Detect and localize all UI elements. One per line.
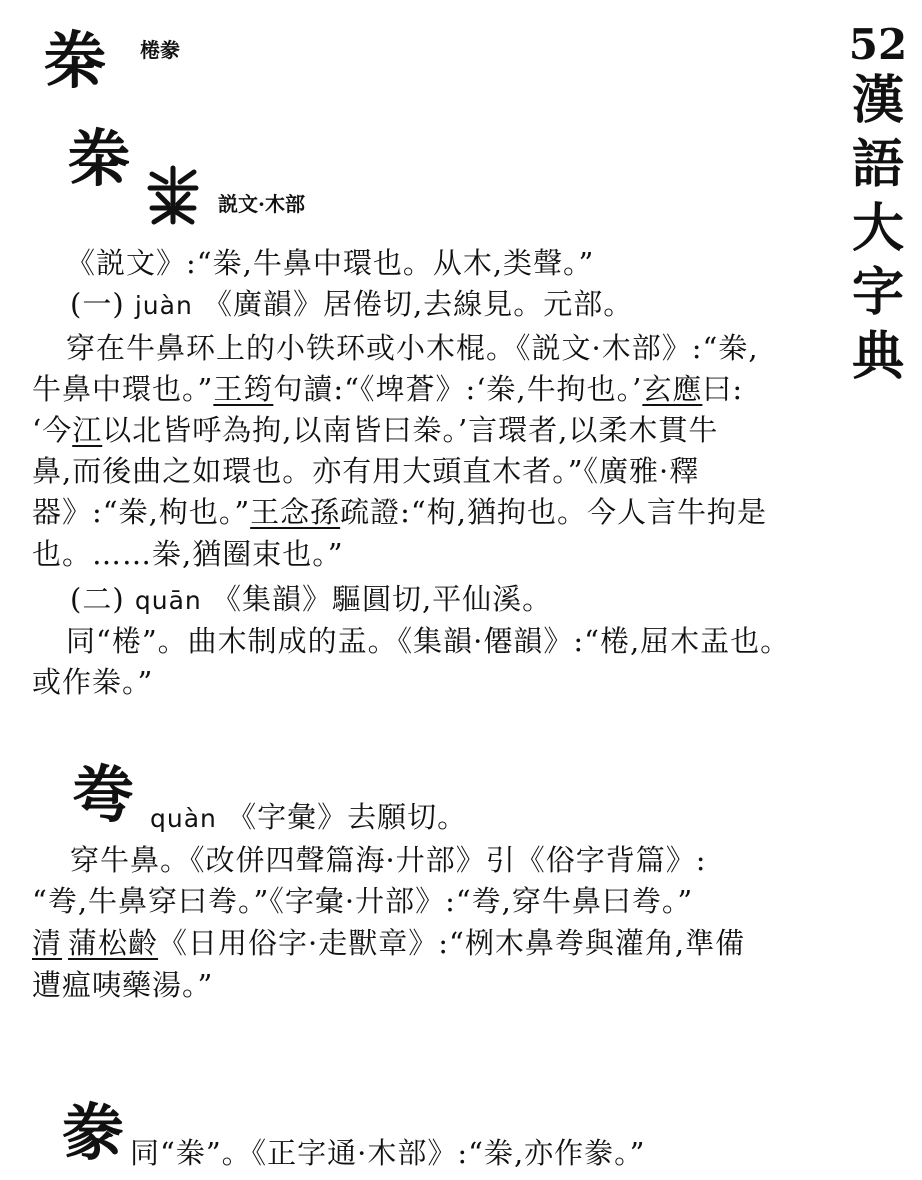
person-name: 玄應 [642,372,703,406]
person-name: 蒲松齡 [68,926,159,960]
text-span: 器》:“桊,枸也。” [32,495,251,529]
text-span: 疏證:“枸,猶拘也。今人言牛拘是 [340,495,767,529]
pronunciation-source: 《集韻》驅圓切,平仙溪。 [211,582,553,616]
text-span: 《日用俗字·走獸章》:“栵木鼻弮與灌角,準備 [158,926,746,960]
sense-label: (二) [70,582,125,616]
pronunciation-2 [70,582,552,617]
person-name: 王念孫 [250,495,341,529]
definition-line [32,372,743,407]
era-name: 清 [32,926,63,960]
headword-quan: 弮 [72,758,135,831]
text-span: 句讀:“《埤蒼》:‘桊,牛拘也。’ [273,372,643,406]
book-title-char: 漢 [851,70,904,131]
text-span: 曰: [702,372,744,406]
book-title-char: 語 [851,134,904,195]
book-title [852,69,904,389]
book-title-char: 典 [851,326,904,387]
definition-line [32,495,767,530]
pinyin: juàn [134,291,193,320]
definition-line: 穿牛鼻。《改併四聲篇海·廾部》引《俗字背篇》: [70,843,707,877]
pronunciation-1 [70,287,633,322]
text-span: 以北皆呼為拘,以南皆曰桊。’言環者,以柔木貫牛 [102,413,719,447]
page-header [842,20,914,389]
book-title-char: 字 [851,262,904,323]
headword-top: 桊 [44,24,107,97]
headword-juan: 桊 [68,122,131,195]
page-number: 52 [848,20,908,69]
pinyin: quān [134,586,202,615]
headword-last: 豢 [62,1096,125,1169]
pronunciation-source: 《字彙》去願切。 [227,800,468,834]
pronunciation [150,800,467,835]
headword-top-note: 棬豢 [140,38,180,62]
definition-line [32,926,745,961]
definition-line: 遭瘟咦藥湯。” [32,968,214,1002]
definition-line: “弮,牛鼻穿曰弮。”《字彙·廾部》:“弮,穿牛鼻曰弮。” [32,884,694,918]
definition-line: 同“桊”。《正字通·木部》:“桊,亦作豢。” [130,1136,646,1170]
text-span: ‘今 [32,413,73,447]
seal-script-glyph [144,164,202,226]
definition-line: 也。……桊,猶圈束也。” [32,537,344,571]
definition-line [32,413,718,448]
definition-line: 鼻,而後曲之如環也。亦有用大頭直木者。”《廣雅·釋 [32,454,700,488]
source-label: 説文·木部 [218,192,305,216]
definition-line: 穿在牛鼻环上的小铁环或小木棍。《説文·木部》:“桊, [66,331,759,365]
definition-line: 同“棬”。曲木制成的盂。《集韻·僊韻》:“棬,屈木盂也。 [66,624,791,658]
book-title-char: 大 [851,198,904,259]
text-span: 牛鼻中環也。” [32,372,214,406]
pronunciation-source: 《廣韻》居倦切,去線見。元部。 [203,287,634,321]
definition-line: 或作桊。” [32,665,154,699]
shuowen-quote: 《説文》:“桊,牛鼻中環也。从木,类聲。” [66,246,595,280]
place-name: 江 [72,413,103,447]
pinyin: quàn [150,804,217,833]
sense-label: (一) [70,287,125,321]
person-name: 王筠 [213,372,274,406]
